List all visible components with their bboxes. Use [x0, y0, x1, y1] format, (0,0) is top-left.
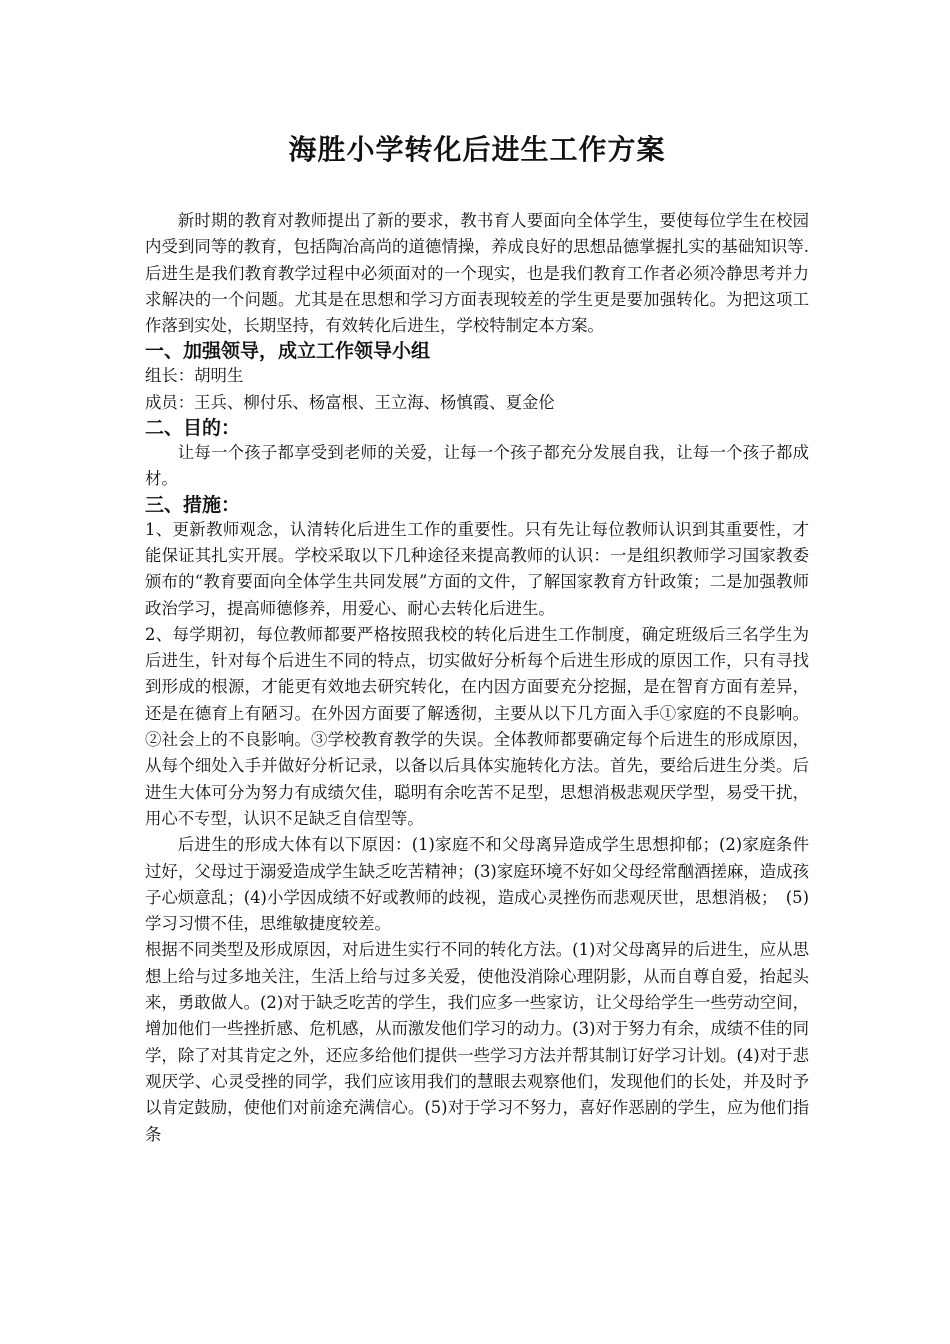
document-title: 海胜小学转化后进生工作方案	[288, 133, 666, 166]
measure-item-1: 1、更新教师观念，认清转化后进生工作的重要性。只有先让每位教师认识到其重要性，才能保证其扎实开展。学校采取以下几种途径来提高教师的认识：一是组织教师学习国家教委颁布的“教育要面向全体学生共同发展”方面的文件，了解国家教育方针政策；二是加强教师政治学习，提高师德修养，用爱心、耐心去转化后进生。	[145, 519, 809, 618]
leader-line: 组长：胡明生	[145, 366, 244, 386]
section-2-heading: 二、目的：	[145, 417, 241, 440]
members-line: 成员：王兵、柳付乐、杨富根、王立海、杨慎霞、夏金伦	[145, 392, 555, 412]
methods-paragraph: 根据不同类型及形成原因，对后进生实行不同的转化方法。(1)对父母离异的后进生，应从思想上给与过多地关注，生活上给与过多关爱，使他没消除心理阴影，从而自尊自爱，抬起头来，勇敢做人。(2)对于缺乏吃苦的学生，我们应多一些家访，让父母给学生一些劳动空间，增加他们一些挫折感、危机感，从而激发他们学习的动力。(3)对于努力有余，成绩不佳的同学，除了对其肯定之外，还应多给他们提供一些学习方法并帮其制订好学习计划。(4)对于悲观厌学、心灵受挫的同学，我们应该用我们的慧眼去观察他们，发现他们的长处，并及时予以肯定鼓励，使他们对前途充满信心。(5)对于学习不努力，喜好作恶剧的学生，应为他们指条	[145, 940, 809, 1144]
causes-paragraph: 后进生的形成大体有以下原因：(1)家庭不和父母离异造成学生思想抑郁；(2)家庭条件过好，父母过于溺爱造成学生缺乏吃苦精神；(3)家庭环境不好如父母经常酗酒搓麻，造成孩子心烦意乱；(4)小学因成绩不好或教师的歧视，造成心灵挫伤而悲观厌世，思想消极； (5) 学习习惯不佳，思维敏捷度较差。	[145, 835, 826, 934]
section-1-heading: 一、加强领导，成立工作领导小组	[145, 340, 431, 363]
measure-item-2: 2、每学期初，每位教师都要严格按照我校的转化后进生工作制度，确定班级后三名学生为后进生，针对每个后进生不同的特点，切实做好分析每个后进生形成的原因工作，只有寻找到形成的根源，才能更有效地去研究转化，在内因方面要充分挖掘，是在智育方面有差异，还是在德育上有陋习。在外因方面要了解透彻，主要从以下几方面入手①家庭的不良影响。②社会上的不良影响。③学校教育教学的失误。全体教师都要确定每个后进生的形成原因，从每个细处入手并做好分析记录，以备以后具体实施转化方法。首先，要给后进生分类。后进生大体可分为努力有成绩欠佳，聪明有余吃苦不足型，思想消极悲观厌学型，易受干扰，用心不专型，认识不足缺乏自信型等。	[145, 624, 809, 828]
document-page	[145, 128, 826, 1148]
purpose-paragraph: 让每一个孩子都享受到老师的关爱，让每一个孩子都充分发展自我，让每一个孩子都成材。	[145, 443, 809, 489]
section-3-heading: 三、措施：	[145, 493, 241, 516]
intro-paragraph: 新时期的教育对教师提出了新的要求，教书育人要面向全体学生，要使每位学生在校园内受到同等的教育，包括陶冶高尚的道德情操，养成良好的思想品德掌握扎实的基础知识等. 后进生是我们教育教学过程中必须面对的一个现实，也是我们教育工作者必须冷静思考并力求解决的一个问题。尤其是在思想和学习方面表现较差的学生更是要加强转化。为把这项工作落到实处，长期坚持，有效转化后进生，学校特制定本方案。	[145, 211, 809, 336]
